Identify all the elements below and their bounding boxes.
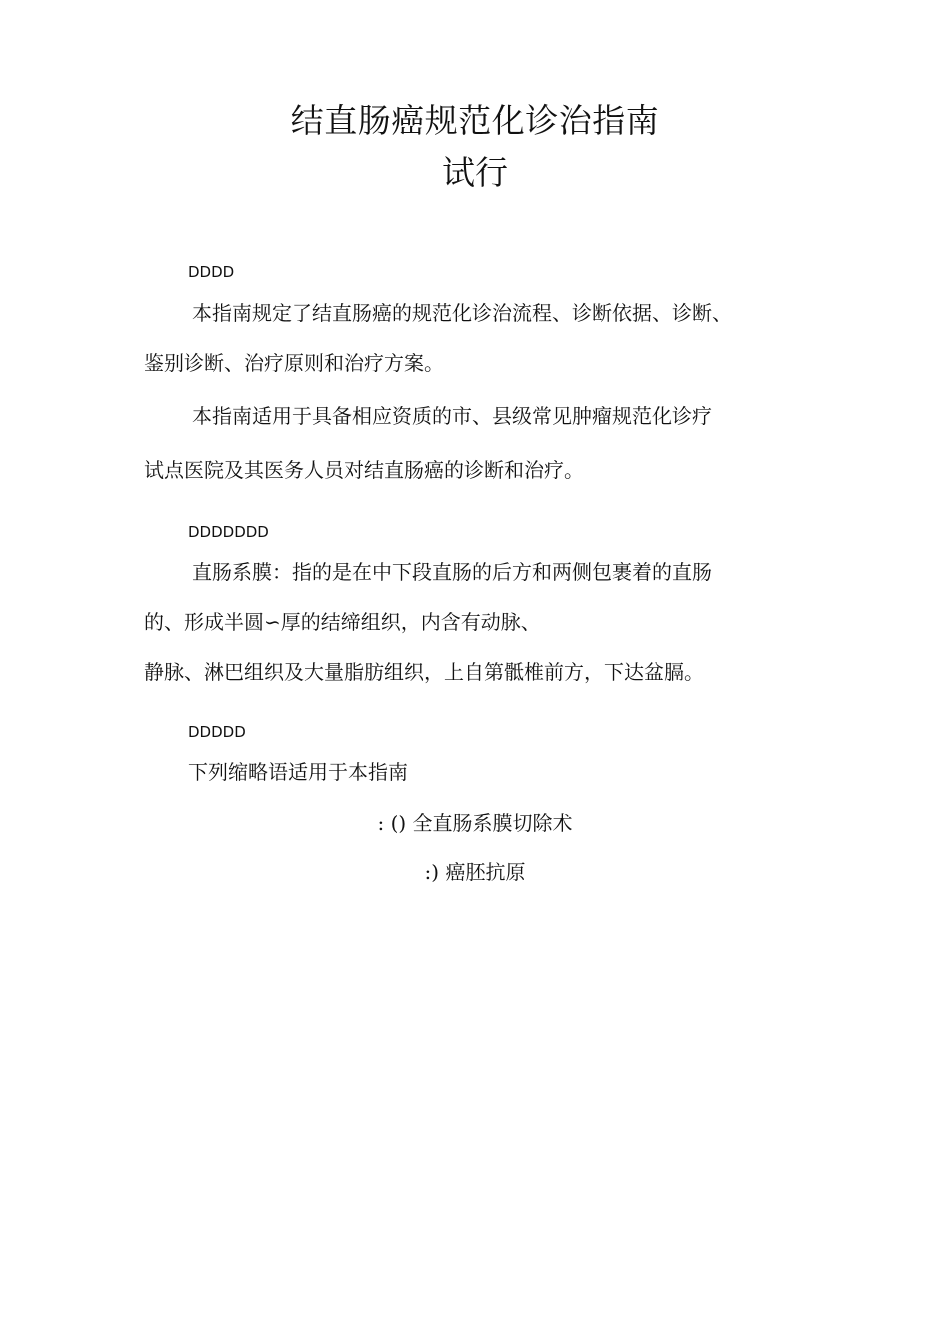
document-subtitle: 试行 xyxy=(442,153,508,192)
paragraph-line: 的、形成半圆∽厚的结缔组织，内含有动脉、 xyxy=(144,610,541,634)
paragraph-line: 直肠系膜：指的是在中下段直肠的后方和两侧包裹着的直肠 xyxy=(192,560,712,584)
abbreviation-item: : () 全直肠系膜切除术 xyxy=(377,811,573,835)
paragraph-line: 试点医院及其医务人员对结直肠癌的诊断和治疗。 xyxy=(144,458,584,482)
paragraph-line: 下列缩略语适用于本指南 xyxy=(188,760,408,784)
section-heading-abbreviations: DDDDD xyxy=(188,723,246,741)
document-title: 结直肠癌规范化诊治指南 xyxy=(290,101,660,140)
section-heading-definitions: DDDDDDD xyxy=(188,523,269,541)
paragraph-line: 本指南规定了结直肠癌的规范化诊治流程、诊断依据、诊断、 xyxy=(192,301,732,325)
abbreviation-item: :) 癌胚抗原 xyxy=(424,860,526,884)
paragraph-line: 本指南适用于具备相应资质的市、县级常见肿瘤规范化诊疗 xyxy=(192,404,712,428)
paragraph-line: 鉴别诊断、治疗原则和治疗方案。 xyxy=(144,351,444,375)
paragraph-line: 静脉、淋巴组织及大量脂肪组织，上自第骶椎前方，下达盆膈。 xyxy=(144,660,704,684)
section-heading-scope: DDDD xyxy=(188,263,235,281)
